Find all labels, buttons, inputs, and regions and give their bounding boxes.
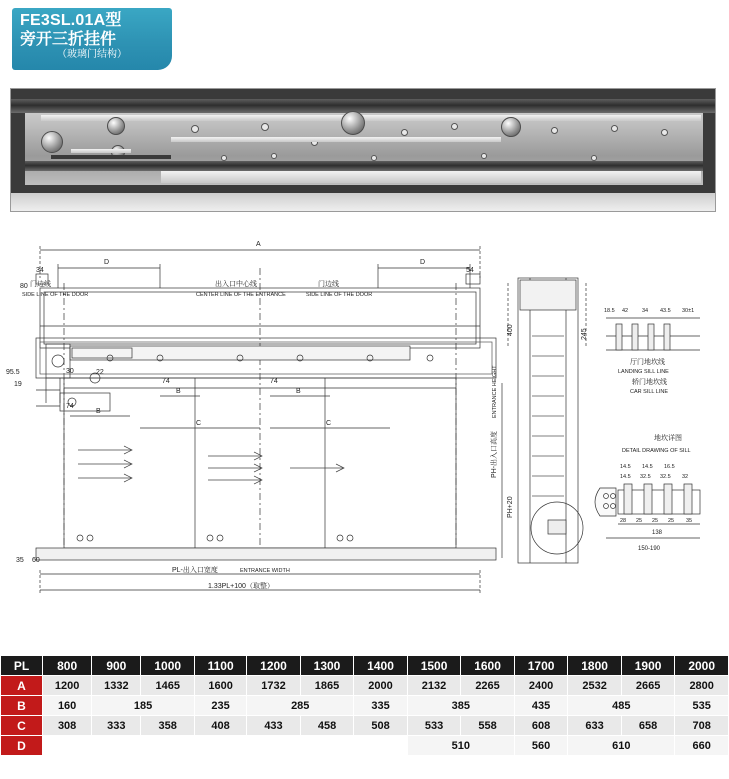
table-cell: 358 bbox=[141, 716, 195, 736]
table-row bbox=[1, 696, 729, 716]
table-cell: 385 bbox=[407, 696, 514, 716]
table-cell: 2400 bbox=[514, 676, 568, 696]
table-cell: 708 bbox=[675, 716, 729, 736]
table-rowhead: B bbox=[1, 696, 43, 716]
table-cell: 185 bbox=[92, 696, 195, 716]
table-col-header: 1100 bbox=[194, 656, 246, 676]
table-cell: 160 bbox=[43, 696, 92, 716]
table-cell: 660 bbox=[675, 736, 729, 756]
svg-text:30±1: 30±1 bbox=[682, 308, 695, 314]
table-col-header: 1400 bbox=[354, 656, 408, 676]
dim-ph20: PH+20 bbox=[507, 496, 514, 518]
table-col-header: 1900 bbox=[621, 656, 675, 676]
table-col-header: 1600 bbox=[461, 656, 515, 676]
dim-C-1: C bbox=[196, 420, 202, 427]
dim-B-2: B bbox=[296, 388, 301, 395]
svg-text:32.5: 32.5 bbox=[660, 474, 671, 480]
dim-35: 35 bbox=[16, 557, 24, 564]
svg-text:43.5: 43.5 bbox=[660, 308, 671, 314]
label-sill-detail-en: DETAIL DRAWING OF SILL bbox=[622, 448, 691, 454]
dim-74a: 74 bbox=[162, 378, 170, 385]
table-cell: 558 bbox=[461, 716, 515, 736]
table-row bbox=[1, 676, 729, 696]
table-cell: 1465 bbox=[141, 676, 195, 696]
label-door-side-left-en: SIDE LINE OF THE DOOR bbox=[22, 292, 89, 298]
table-cell: 2532 bbox=[568, 676, 622, 696]
title-name: 旁开三折挂件 bbox=[20, 31, 117, 48]
table-cell: 458 bbox=[300, 716, 354, 736]
dim-54: 54 bbox=[466, 267, 474, 274]
dim-sill-total: 138 bbox=[652, 530, 663, 536]
table-rowhead-pl: PL bbox=[1, 656, 43, 676]
svg-text:14.5: 14.5 bbox=[620, 464, 631, 470]
label-sill-detail-cn: 地坎详图 bbox=[654, 435, 682, 442]
svg-text:42: 42 bbox=[622, 308, 629, 314]
label-door-side-right-en: SIDE LINE OF THE DOOR bbox=[306, 292, 373, 298]
label-car-sill-en: CAR SILL LINE bbox=[630, 389, 669, 395]
table-cell: 610 bbox=[568, 736, 675, 756]
table-rowhead: D bbox=[1, 736, 43, 756]
dim-B-1: B bbox=[176, 388, 181, 395]
table-cell: 510 bbox=[407, 736, 514, 756]
table-cell: 2665 bbox=[621, 676, 675, 696]
table-cell: 433 bbox=[247, 716, 301, 736]
svg-text:35: 35 bbox=[686, 518, 693, 524]
table-body bbox=[1, 676, 729, 756]
svg-text:25: 25 bbox=[636, 518, 643, 524]
technical-drawing bbox=[0, 228, 729, 628]
table-cell: 1865 bbox=[300, 676, 354, 696]
table-cell: 2265 bbox=[461, 676, 515, 696]
table-cell: 608 bbox=[514, 716, 568, 736]
table-cell: 508 bbox=[354, 716, 408, 736]
table-col-header: 1200 bbox=[247, 656, 301, 676]
table-cell: 2132 bbox=[407, 676, 461, 696]
dim-19: 19 bbox=[14, 381, 22, 388]
title-sub: （玻璃门结构） bbox=[57, 49, 127, 60]
dim-30: 30 bbox=[66, 368, 74, 375]
table-cell: 633 bbox=[568, 716, 622, 736]
dim-74c: 74 bbox=[66, 403, 74, 410]
svg-text:32: 32 bbox=[682, 474, 689, 480]
table-cell: 658 bbox=[621, 716, 675, 736]
table-cell: 235 bbox=[194, 696, 246, 716]
table-cell: 485 bbox=[568, 696, 675, 716]
svg-text:18.5: 18.5 bbox=[604, 308, 615, 314]
table-header-row bbox=[1, 656, 729, 676]
label-center-en: CENTER LINE OF THE ENTRANCE bbox=[196, 292, 286, 298]
table-cell: 560 bbox=[514, 736, 568, 756]
table-cell: 1732 bbox=[247, 676, 301, 696]
svg-text:25: 25 bbox=[652, 518, 659, 524]
dim-A: A bbox=[256, 241, 261, 248]
dim-60: 60 bbox=[32, 557, 40, 564]
table-cell: 535 bbox=[675, 696, 729, 716]
label-door-side-right: 门边线 bbox=[318, 281, 339, 288]
svg-text:32.5: 32.5 bbox=[640, 474, 651, 480]
dim-74b: 74 bbox=[270, 378, 278, 385]
table-col-header: 800 bbox=[43, 656, 92, 676]
table-cell: 1200 bbox=[43, 676, 92, 696]
specification-table bbox=[0, 655, 729, 756]
table-cell: 285 bbox=[247, 696, 354, 716]
label-entrance-height-cn: PH-出入口高度 bbox=[491, 430, 498, 478]
table-cell: 1332 bbox=[92, 676, 141, 696]
table-cell: 335 bbox=[354, 696, 408, 716]
table-col-header: 900 bbox=[92, 656, 141, 676]
svg-text:16.5: 16.5 bbox=[664, 464, 675, 470]
svg-text:25: 25 bbox=[668, 518, 675, 524]
dim-245: 245 bbox=[581, 328, 588, 340]
dim-80: 80 bbox=[20, 283, 28, 290]
table-row bbox=[1, 716, 729, 736]
table-cell: 2000 bbox=[354, 676, 408, 696]
dim-D-right: D bbox=[420, 259, 426, 266]
dim-34: 34 bbox=[36, 267, 44, 274]
label-formula: 1.33PL+100（取整） bbox=[208, 583, 274, 590]
table-rowhead: A bbox=[1, 676, 43, 696]
table-cell: 435 bbox=[514, 696, 568, 716]
table-cell: 308 bbox=[43, 716, 92, 736]
table-col-header: 1300 bbox=[300, 656, 354, 676]
table-col-header: 2000 bbox=[675, 656, 729, 676]
title-badge bbox=[12, 8, 172, 70]
label-entrance-width-cn: PL-出入口宽度 bbox=[172, 567, 218, 574]
table-col-header: 1800 bbox=[568, 656, 622, 676]
label-landing-sill-cn: 厅门地坎线 bbox=[630, 359, 665, 366]
table-col-header: 1500 bbox=[407, 656, 461, 676]
table-cell: 333 bbox=[92, 716, 141, 736]
svg-text:34: 34 bbox=[642, 308, 649, 314]
dim-D-left: D bbox=[104, 259, 110, 266]
dim-C-2: C bbox=[326, 420, 332, 427]
table-cell: 533 bbox=[407, 716, 461, 736]
label-door-side-left: 门边线 bbox=[30, 281, 51, 288]
dim-400: 400 bbox=[507, 324, 514, 336]
dim-95-5: 95.5 bbox=[6, 369, 20, 376]
title-model: FE3SL.01A型 bbox=[20, 12, 122, 29]
label-car-sill-cn: 轿门地坎线 bbox=[632, 379, 667, 386]
table-col-header: 1700 bbox=[514, 656, 568, 676]
svg-text:14.5: 14.5 bbox=[620, 474, 631, 480]
product-photo bbox=[10, 88, 716, 212]
label-landing-sill-en: LANDING SILL LINE bbox=[618, 369, 669, 375]
dim-B-3: B bbox=[96, 408, 101, 415]
table-cell: 1600 bbox=[194, 676, 246, 696]
table-rowhead: C bbox=[1, 716, 43, 736]
svg-text:28: 28 bbox=[620, 518, 627, 524]
table-cell bbox=[43, 736, 408, 756]
label-entrance-width-en: ENTRANCE WIDTH bbox=[240, 568, 290, 574]
dim-22: 22 bbox=[96, 369, 104, 376]
table-cell: 408 bbox=[194, 716, 246, 736]
label-center-cn: 出入口中心线 bbox=[215, 281, 257, 288]
table-col-header: 1000 bbox=[141, 656, 195, 676]
table-row bbox=[1, 736, 729, 756]
label-entrance-height-en: ENTRANCE HEIGHT bbox=[492, 365, 498, 418]
svg-text:14.5: 14.5 bbox=[642, 464, 653, 470]
table-cell: 2800 bbox=[675, 676, 729, 696]
dim-sill-range: 150-190 bbox=[638, 546, 661, 552]
